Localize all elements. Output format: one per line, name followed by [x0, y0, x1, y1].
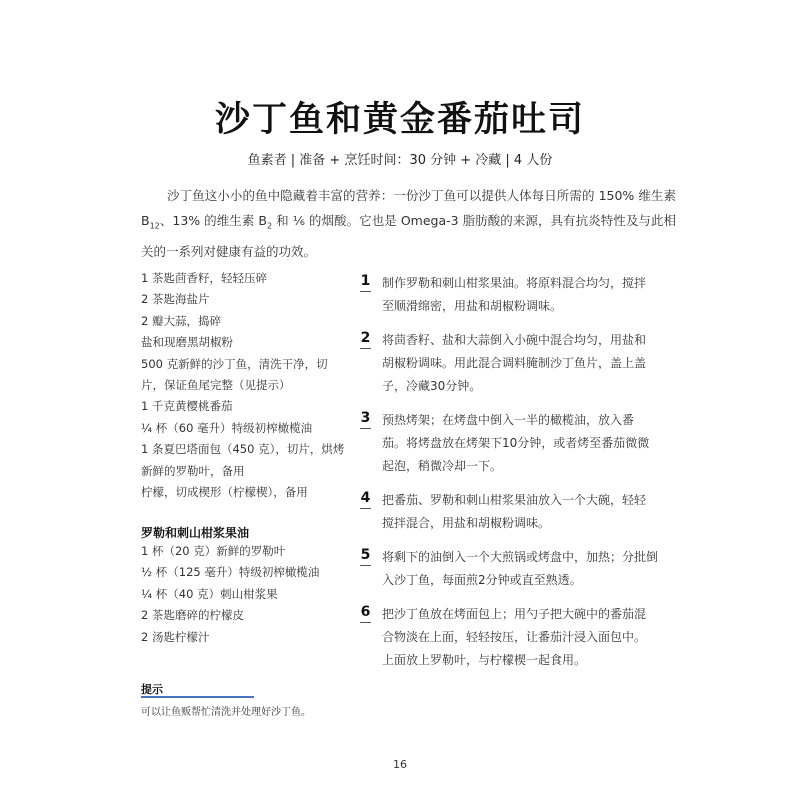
method-step: [360, 329, 680, 398]
step-number: 1: [360, 272, 371, 292]
step-number: 5: [360, 546, 371, 566]
method-step: [360, 409, 680, 478]
step-text-line: 把沙丁鱼放在烤面包上；用勺子把大碗中的番茄混: [382, 607, 647, 621]
sauce-ingredient-item: ¼ 杯（40 克）刺山柑浆果: [141, 586, 278, 601]
tip-text: 可以让鱼贩帮忙清洗并处理好沙丁鱼。: [141, 707, 311, 718]
step-text-line: 将剩下的油倒入一个大煎锅或烤盘中，加热；分批倒: [382, 550, 659, 564]
tip-divider: [141, 696, 254, 698]
page-number: 16: [393, 758, 407, 771]
sauce-ingredient-item: 2 茶匙磨碎的柠檬皮: [141, 608, 244, 623]
method-step: [360, 603, 680, 672]
ingredient-item: 1 条夏巴塔面包（450 克），切片，烘烤: [141, 442, 345, 457]
method-steps: [360, 272, 680, 683]
method-step: [360, 489, 680, 535]
ingredient-item: 柠檬，切成楔形（柠檬楔），备用: [141, 485, 308, 500]
intro-text-2: 、13% 的维生素 B: [159, 213, 268, 228]
step-number: 6: [360, 603, 371, 623]
sauce-heading: 罗勒和刺山柑浆果油: [141, 526, 250, 540]
step-number: 3: [360, 409, 371, 429]
step-text-line: 上面放上罗勒叶，与柠檬楔一起食用。: [382, 653, 587, 667]
ingredient-item: 1 茶匙茴香籽，轻轻压碎: [141, 271, 267, 285]
sauce-ingredient-item: 1 杯（20 克）新鲜的罗勒叶: [141, 544, 286, 558]
step-text-line: 搅拌混合，用盐和胡椒粉调味。: [382, 516, 551, 530]
ingredient-item: 新鲜的罗勒叶，备用: [141, 463, 245, 478]
intro-sub-1: 12: [149, 221, 160, 231]
step-text-line: 至顺滑绵密，用盐和胡椒粉调味。: [382, 299, 563, 313]
ingredient-item: 500 克新鲜的沙丁鱼，清洗干净，切: [141, 356, 328, 371]
step-text-line: 将茴香籽、盐和大蒜倒入小碗中混合均匀，用盐和: [382, 333, 647, 347]
ingredient-item: 2 瓣大蒜，捣碎: [141, 313, 221, 328]
step-number: 4: [360, 489, 371, 509]
intro-text-3: 和 ⅙ 的烟酸。它也是 Omega-3 脂肪酸的来源，具有抗炎特性及与此相关的一系列对健康有益的功效。: [141, 213, 676, 259]
recipe-title: 沙丁鱼和黄金番茄吐司: [214, 100, 585, 140]
step-text-line: 把番茄、罗勒和刺山柑浆果油放入一个大碗，轻轻: [382, 493, 647, 507]
intro-paragraph: [141, 183, 676, 264]
sauce-ingredient-item: 2 汤匙柠檬汁: [141, 629, 210, 644]
recipe-meta: 鱼素者 | 准备 + 烹饪时间：30 分钟 + 冷藏 | 4 人份: [247, 153, 553, 168]
tip-heading: 提示: [141, 683, 163, 696]
ingredient-item: 盐和现磨黑胡椒粉: [141, 335, 233, 350]
ingredient-item: ¼ 杯（60 毫升）特级初榨橄榄油: [141, 420, 313, 435]
method-step: [360, 272, 680, 318]
step-text-line: 胡椒粉调味。用此混合调料腌制沙丁鱼片，盖上盖: [382, 356, 647, 370]
step-text-line: 合物淡在上面，轻轻按压，让番茄汁浸入面包中。: [382, 630, 647, 644]
ingredient-item: 2 茶匙海盐片: [141, 292, 210, 307]
ingredients-list: [141, 268, 353, 503]
step-text-line: 入沙丁鱼，每面煎2分钟或直至熟透。: [382, 573, 582, 587]
ingredient-item: 1 千克黄樱桃番茄: [141, 399, 233, 414]
ingredient-item: 片，保证鱼尾完整（见提示）: [141, 378, 291, 393]
method-step: [360, 546, 680, 592]
intro-text-1: 沙丁鱼这小小的鱼中隐藏着丰富的营养：一份沙丁鱼可以提供人体每日所需的 150% 维生素 B: [141, 188, 676, 228]
step-text-line: 起泡，稍微冷却一下。: [382, 459, 503, 473]
sauce-ingredients-list: [141, 541, 353, 648]
step-number: 2: [360, 329, 371, 349]
step-text-line: 预热烤架；在烤盘中倒入一半的橄榄油，放入番: [382, 413, 635, 427]
step-text-line: 子，冷藏30分钟。: [382, 379, 482, 393]
intro-sub-2: 2: [267, 221, 273, 231]
step-text-line: 茄。将烤盘放在烤架下10分钟，或者烤至番茄微微: [382, 436, 650, 450]
sauce-ingredient-item: ½ 杯（125 毫升）特级初榨橄榄油: [141, 565, 320, 580]
step-text-line: 制作罗勒和刺山柑浆果油。将原料混合均匀，搅拌: [382, 276, 647, 290]
